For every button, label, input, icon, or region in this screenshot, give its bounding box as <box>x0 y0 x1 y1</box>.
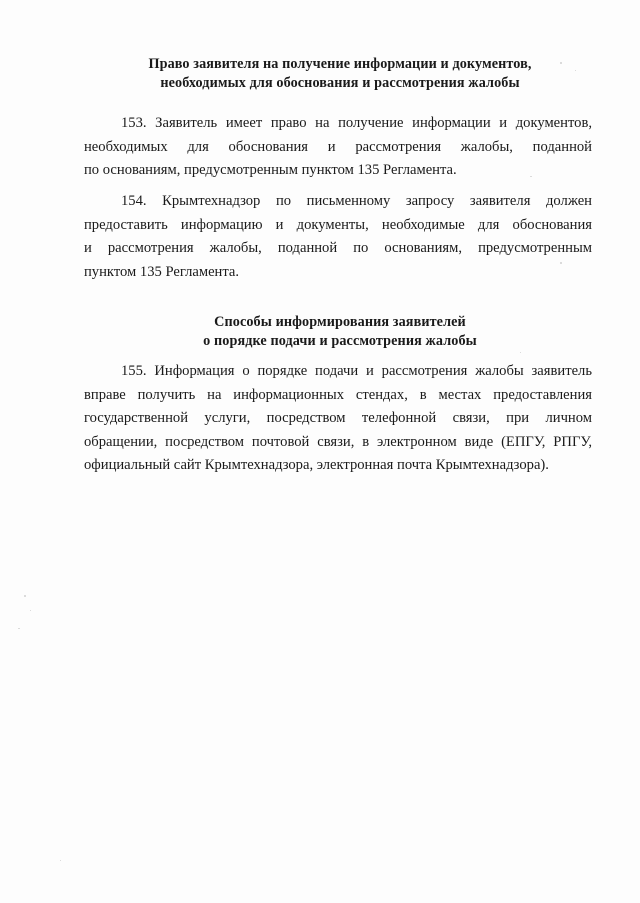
section-heading-complaint-info-right <box>80 55 600 93</box>
paragraph-line: и рассмотрения жалобы, поданной по основаниям, предусмотренным <box>84 240 592 256</box>
heading-line: необходимых для обоснования и рассмотрения жалобы <box>160 75 520 91</box>
paragraph-line: по основаниям, предусмотренным пунктом 135 Регламента. <box>84 162 457 178</box>
scan-speck <box>530 176 532 177</box>
heading-line: Способы информирования заявителей <box>214 314 466 330</box>
scan-speck <box>24 595 26 597</box>
heading-line: о порядке подачи и рассмотрения жалобы <box>203 333 477 349</box>
scan-speck <box>30 610 31 611</box>
scan-speck <box>520 352 521 353</box>
scan-speck <box>18 628 20 629</box>
paragraph-line: 154. Крымтехнадзор по письменному запросу заявителя должен <box>121 193 592 209</box>
paragraph-line: обращении, посредством почтовой связи, в электронном виде (ЕПГУ, РПГУ, <box>84 433 592 450</box>
paragraph-155 <box>84 360 592 478</box>
paragraph-line: вправе получить на информационных стендах, в местах предоставления <box>84 386 592 403</box>
paragraph-153 <box>84 112 592 183</box>
paragraph-line: необходимых для обоснования и рассмотрения жалобы, поданной <box>84 138 592 155</box>
section-heading-informing-methods <box>80 313 600 351</box>
paragraph-line: предоставить информацию и документы, необходимые для обоснования <box>84 216 592 233</box>
paragraph-line: 153. Заявитель имеет право на получение информации и документов, <box>121 115 592 131</box>
paragraph-line: официальный сайт Крымтехнадзора, электронная почта Крымтехнадзора). <box>84 457 549 473</box>
paragraph-line: государственной услуги, посредством телефонной связи, при личном <box>84 410 592 426</box>
scan-speck <box>575 70 576 71</box>
scan-speck <box>560 262 562 264</box>
scan-speck <box>560 62 562 64</box>
heading-line: Право заявителя на получение информации и документов, <box>148 56 532 72</box>
paragraph-154 <box>84 190 592 284</box>
paragraph-line: пунктом 135 Регламента. <box>84 263 240 280</box>
paragraph-line: 155. Информация о порядке подачи и рассмотрения жалобы заявитель <box>121 363 592 379</box>
scan-speck <box>60 860 61 861</box>
